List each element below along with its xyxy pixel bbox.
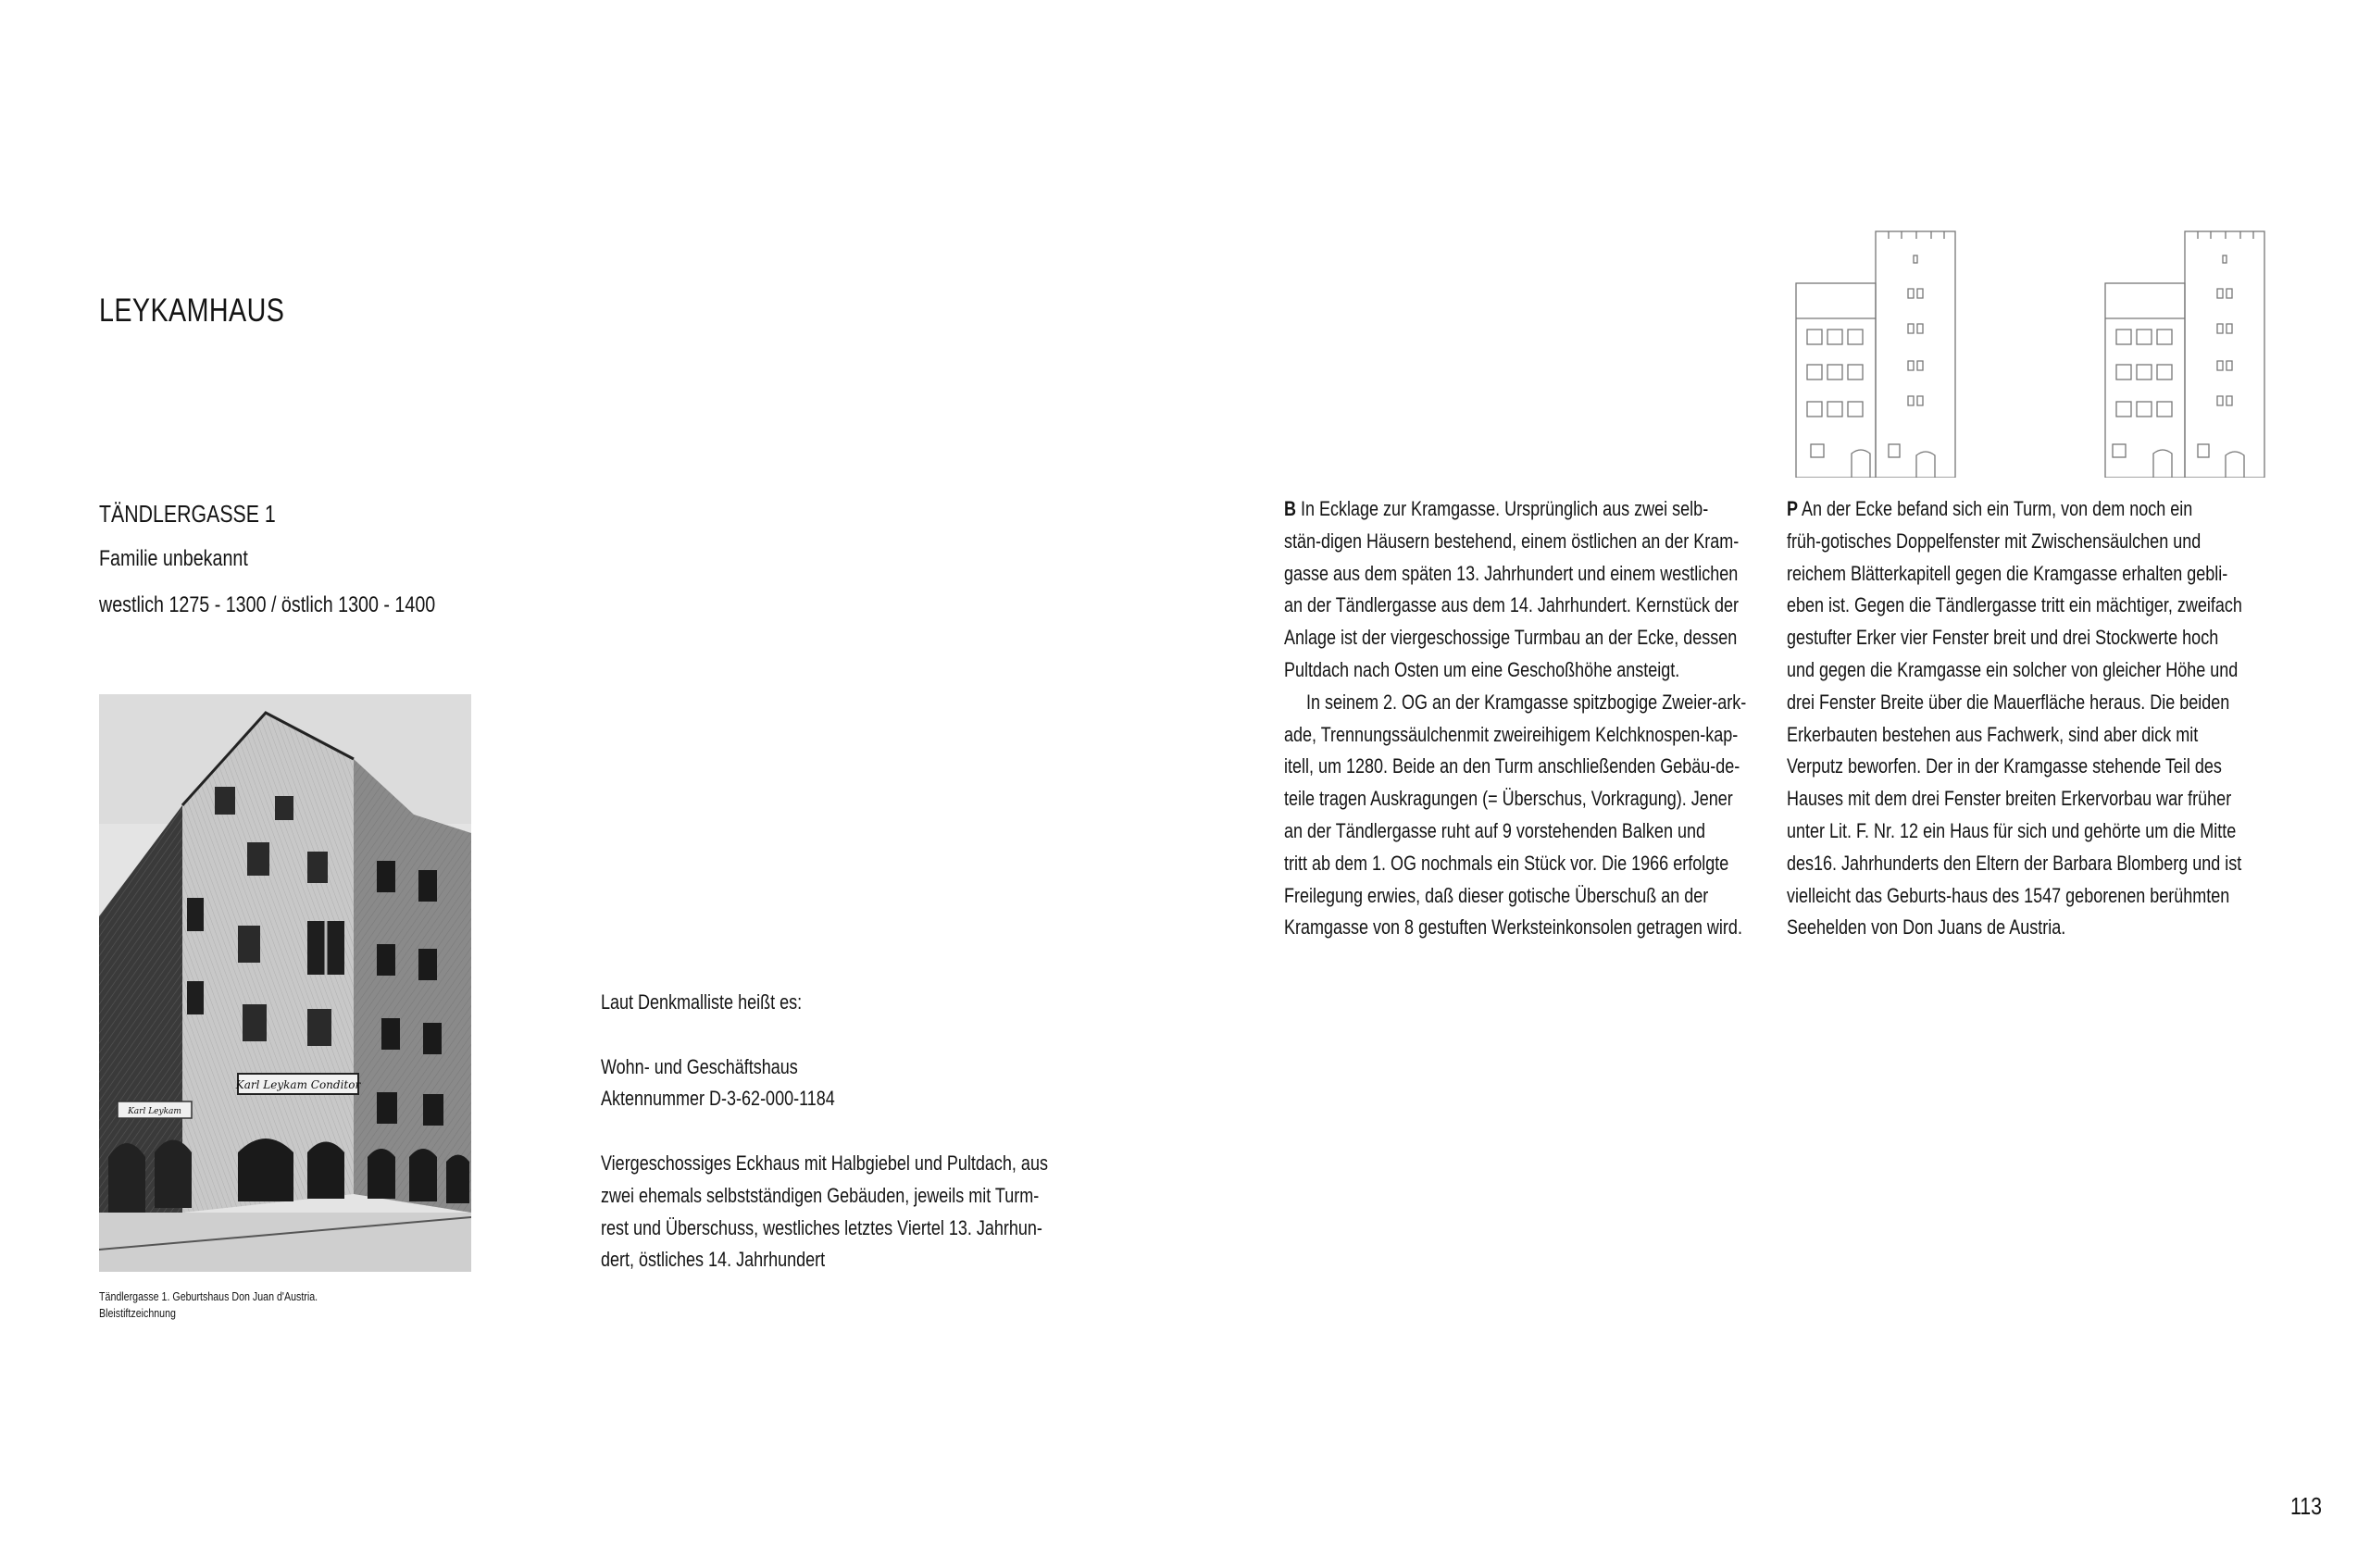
text-column-p (1787, 493, 2242, 944)
monument-file-number: Aktennummer D-3-62-000-1184 (601, 1087, 835, 1111)
family-line: Familie unbekannt (99, 546, 248, 571)
column-p-line: Verputz beworfen. Der in der Kramgasse stehende Teil des (1787, 754, 2222, 778)
column-p-line: eben ist. Gegen die Tändlergasse tritt ein mächtiger, zweifach (1787, 593, 2242, 617)
caption-line: Bleistiftzeichnung (99, 1306, 176, 1320)
column-p-line: drei Fenster Breite über die Mauerfläche heraus. Die beiden (1787, 690, 2230, 714)
column-p-line: reichem Blätterkapitell gegen die Kramgasse erhalten gebli- (1787, 561, 2228, 585)
column-b-marker: B (1284, 497, 1296, 520)
column-b-first-line (1284, 493, 1746, 526)
column-p-line: gestufter Erker vier Fenster breit und drei Stockwerte hoch (1787, 626, 2219, 650)
column-b-line: teile tragen Auskragungen (= Überschus, Vorkragung). Jener (1284, 787, 1733, 811)
column-p-line: und gegen die Kramgasse ein solcher von gleicher Höhe und (1787, 657, 2239, 681)
column-b-line: an der Tändlergasse aus dem 14. Jahrhundert. Kernstück der (1284, 593, 1739, 617)
column-p-line: Hauses mit dem drei Fenster breiten Erkervorbau war früher (1787, 787, 2232, 811)
column-b-line: Pultdach nach Osten um eine Geschoßhöhe ansteigt. (1284, 657, 1680, 681)
dating-line: westlich 1275 - 1300 / östlich 1300 - 1400 (99, 592, 436, 617)
monument-description-line: rest und Überschuss, westliches letztes Viertel 13. Jahrhun- (601, 1215, 1042, 1239)
caption-line: Tändlergasse 1. Geburtshaus Don Juan d'Austria. (99, 1289, 318, 1303)
shop-sign-text: Karl Leykam Conditor (235, 1078, 361, 1091)
shop-sign-small-text: Karl Leykam (128, 1107, 181, 1116)
building-drawing-image (99, 694, 471, 1272)
image-caption (99, 1288, 318, 1322)
column-b-line: Anlage ist der viergeschossige Turmbau an der Ecke, dessen (1284, 626, 1738, 650)
column-p-line: Erkerbauten bestehen aus Fachwerk, sind aber dick mit (1787, 722, 2199, 746)
column-b-line: itell, um 1280. Beide an den Turm anschließenden Gebäu-de- (1284, 754, 1740, 778)
column-b-line: Kramgasse von 8 gestuften Werksteinkonsolen getragen wird. (1284, 915, 1742, 940)
column-b-line: an der Tändlergasse ruht auf 9 vorstehenden Balken und (1284, 818, 1705, 842)
column-b-line: stän-digen Häusern bestehend, einem östlichen an der Kram- (1284, 529, 1740, 553)
column-b-line: gasse aus dem späten 13. Jahrhundert und einem westlichen (1284, 561, 1739, 585)
column-p-first-line (1787, 493, 2242, 526)
monument-type: Wohn- und Geschäftshaus (601, 1054, 798, 1078)
column-b-line: ade, Trennungssäulchenmit zweireihigem Kelchknospen-kap- (1284, 722, 1739, 746)
page-title: LEYKAMHAUS (99, 292, 285, 329)
elevation-diagram (1787, 230, 2268, 478)
column-b-line: tritt ab dem 1. OG nochmals ein Stück vor. Die 1966 erfolgte (1284, 851, 1729, 875)
text-column-b (1284, 493, 1746, 944)
column-p-line: früh-gotisches Doppelfenster mit Zwischensäulchen und (1787, 529, 2202, 553)
address-heading: TÄNDLERGASSE 1 (99, 500, 276, 528)
column-p-first-text: An der Ecke befand sich ein Turm, von dem noch ein (1798, 497, 2193, 520)
monument-intro: Laut Denkmalliste heißt es: (601, 990, 803, 1014)
column-p-marker: P (1787, 497, 1799, 520)
elevation-right (2105, 231, 2264, 478)
column-b-line: Freilegung erwies, daß dieser gotische Überschuß an der (1284, 883, 1709, 907)
monument-description-line: Viergeschossiges Eckhaus mit Halbgiebel und Pultdach, aus (601, 1151, 1048, 1175)
monument-description-line: dert, östliches 14. Jahrhundert (601, 1248, 826, 1272)
page-number: 113 (2290, 1492, 2322, 1520)
elevation-left (1796, 231, 1955, 478)
column-p-line: des16. Jahrhunderts den Eltern der Barbara Blomberg und ist (1787, 851, 2242, 875)
column-p-line: vielleicht das Geburts-haus des 1547 geborenen berühmten (1787, 883, 2230, 907)
monument-list-block (601, 987, 1048, 1276)
monument-description-line: zwei ehemals selbstständigen Gebäuden, jeweils mit Turm- (601, 1183, 1040, 1207)
column-p-line: unter Lit. F. Nr. 12 ein Haus für sich und gehörte um die Mitte (1787, 818, 2237, 842)
column-b-first-text: In Ecklage zur Kramgasse. Ursprünglich aus zwei selb- (1296, 497, 1709, 520)
column-b-line: In seinem 2. OG an der Kramgasse spitzbogige Zweier-ark- (1306, 690, 1747, 714)
column-p-line: Seehelden von Don Juans de Austria. (1787, 915, 2066, 940)
